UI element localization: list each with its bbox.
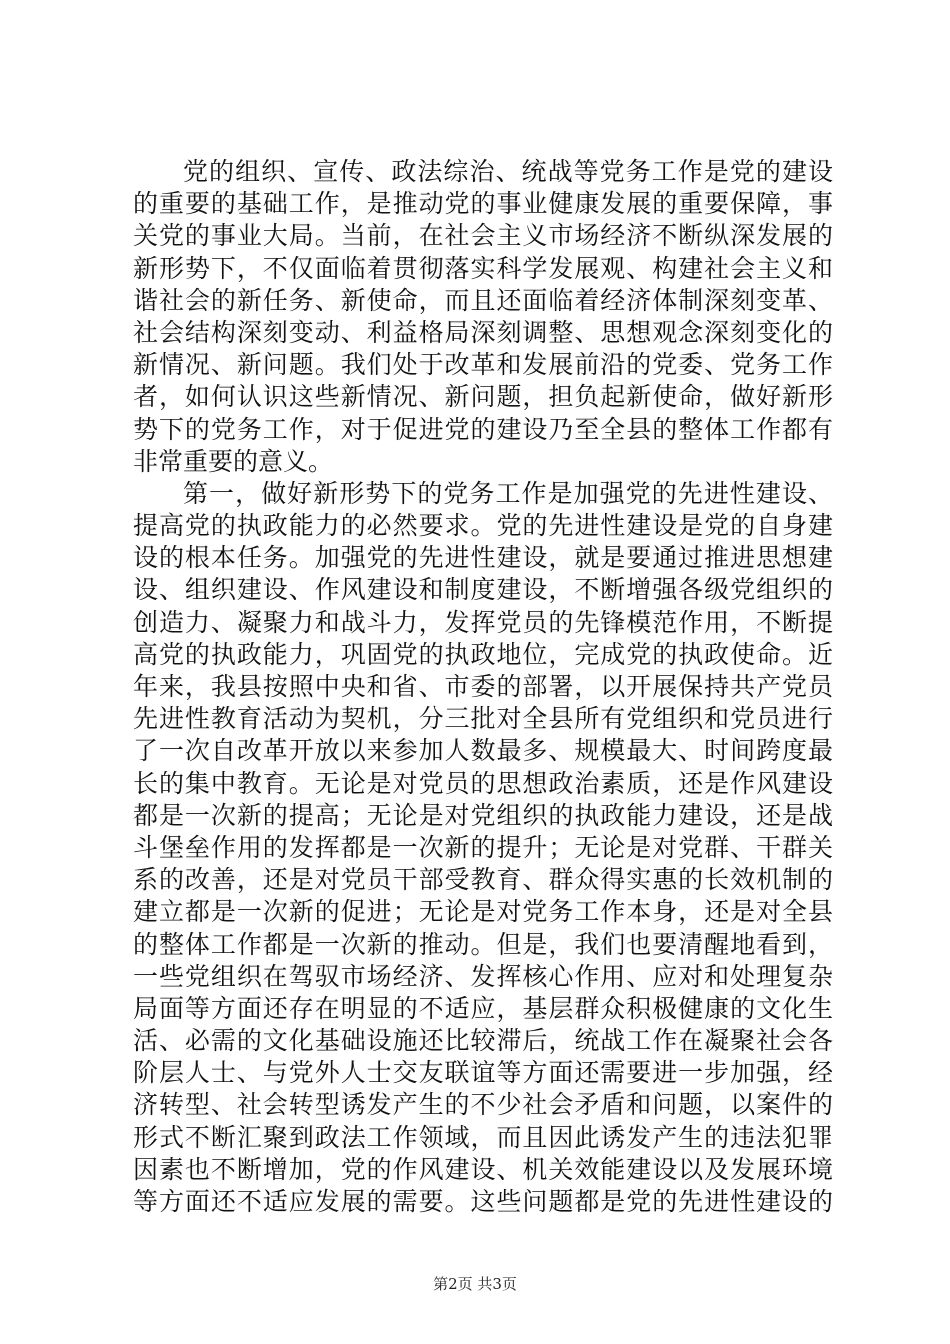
- text-line: 系的改善，还是对党员干部受教育、群众得实惠的长效机制的: [133, 865, 833, 895]
- text-line: 新情况、新问题。我们处于改革和发展前沿的党委、党务工作: [133, 350, 833, 380]
- text-line: 因素也不断增加，党的作风建设、机关效能建设以及发展环境: [133, 1154, 833, 1184]
- text-line: 一些党组织在驾驭市场经济、发挥核心作用、应对和处理复杂: [133, 961, 833, 991]
- text-line: 都是一次新的提高；无论是对党组织的执政能力建设，还是战: [133, 800, 833, 830]
- text-line: 社会结构深刻变动、利益格局深刻调整、思想观念深刻变化的: [133, 317, 833, 347]
- text-line: 活、必需的文化基础设施还比较滞后，统战工作在凝聚社会各: [133, 1026, 833, 1056]
- text-line: 先进性教育活动为契机，分三批对全县所有党组织和党员进行: [133, 704, 833, 734]
- text-line: 的整体工作都是一次新的推动。但是，我们也要清醒地看到，: [133, 929, 833, 959]
- text-line: 创造力、凝聚力和战斗力，发挥党员的先锋模范作用，不断提: [133, 607, 833, 637]
- text-line: 年来，我县按照中央和省、市委的部署，以开展保持共产党员: [133, 672, 833, 701]
- text-line: 的重要的基础工作，是推动党的事业健康发展的重要保障，事: [133, 189, 833, 219]
- text-line: 等方面还不适应发展的需要。这些问题都是党的先进性建设的: [133, 1187, 833, 1216]
- text-line: 长的集中教育。无论是对党员的思想政治素质，还是作风建设: [133, 768, 833, 798]
- paragraph-2: [133, 478, 833, 1218]
- text-line: 非常重要的意义。: [133, 446, 334, 476]
- text-line: 局面等方面还存在明显的不适应，基层群众积极健康的文化生: [133, 993, 833, 1023]
- text-line: 党的组织、宣传、政法综治、统战等党务工作是党的建设: [183, 157, 833, 186]
- text-line: 斗堡垒作用的发挥都是一次新的提升；无论是对党群、干群关: [133, 832, 833, 862]
- text-line: 提高党的执政能力的必然要求。党的先进性建设是党的自身建: [133, 511, 833, 541]
- text-line: 新形势下，不仅面临着贯彻落实科学发展观、构建社会主义和: [133, 253, 833, 283]
- text-line: 第一，做好新形势下的党务工作是加强党的先进性建设、: [183, 478, 833, 508]
- text-line: 者，如何认识这些新情况、新问题，担负起新使命，做好新形: [133, 382, 833, 412]
- text-line: 阶层人士、与党外人士交友联谊等方面还需要进一步加强，经: [133, 1058, 833, 1088]
- text-line: 设的根本任务。加强党的先进性建设，就是要通过推进思想建: [133, 543, 833, 573]
- text-line: 高党的执政能力，巩固党的执政地位，完成党的执政使命。近: [133, 639, 833, 669]
- text-line: 济转型、社会转型诱发产生的不少社会矛盾和问题，以案件的: [133, 1090, 833, 1120]
- text-line: 谐社会的新任务、新使命，而且还面临着经济体制深刻变革、: [133, 285, 833, 315]
- text-line: 设、组织建设、作风建设和制度建设，不断增强各级党组织的: [133, 575, 833, 605]
- text-line: 势下的党务工作，对于促进党的建设乃至全县的整体工作都有: [133, 414, 833, 444]
- text-line: 建立都是一次新的促进；无论是对党务工作本身，还是对全县: [133, 897, 833, 927]
- document-body: [133, 156, 833, 1218]
- text-line: 关党的事业大局。当前，在社会主义市场经济不断纵深发展的: [133, 221, 833, 251]
- page-number-footer: 第2页 共3页: [433, 1275, 517, 1293]
- paragraph-1: [133, 156, 833, 478]
- text-line: 了一次自改革开放以来参加人数最多、规模最大、时间跨度最: [133, 736, 833, 766]
- text-line: 形式不断汇聚到政法工作领域，而且因此诱发产生的违法犯罪: [133, 1122, 833, 1152]
